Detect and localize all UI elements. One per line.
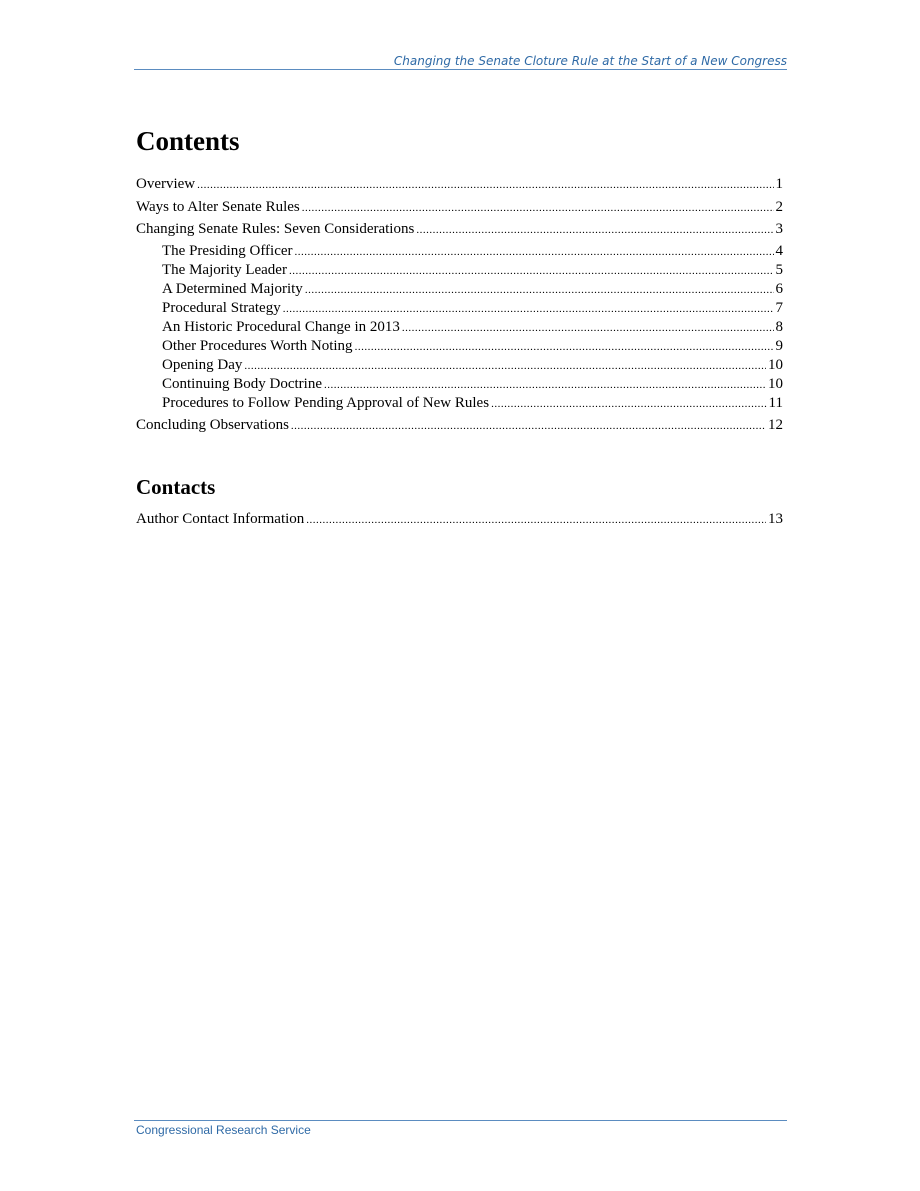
toc-entry-label: The Presiding Officer (162, 243, 293, 259)
dot-leader (306, 510, 766, 528)
dot-leader (305, 280, 774, 298)
toc-entry-page: 10 (768, 357, 783, 373)
footer-divider (134, 1120, 787, 1121)
toc-entry-label: Continuing Body Doctrine (162, 376, 322, 392)
toc-entry-seven-considerations[interactable] (136, 220, 783, 238)
toc-entry-author-contact[interactable] (136, 510, 783, 528)
toc-entry-label: Other Procedures Worth Noting (162, 338, 353, 354)
contacts-heading: Contacts (136, 475, 216, 499)
dot-leader (491, 394, 766, 412)
dot-leader (355, 337, 774, 355)
toc-entry-page: 13 (768, 511, 783, 527)
toc-entry-label: An Historic Procedural Change in 2013 (162, 319, 400, 335)
toc-entry-page: 11 (768, 395, 783, 411)
toc-entry-label: Ways to Alter Senate Rules (136, 199, 300, 215)
toc-entry-page: 4 (775, 243, 783, 259)
toc-entry-page: 8 (775, 319, 783, 335)
toc-entry-label: A Determined Majority (162, 281, 303, 297)
toc-entry-other-procedures[interactable] (162, 337, 783, 355)
toc-entry-ways-to-alter[interactable] (136, 198, 783, 216)
toc-entry-label: Changing Senate Rules: Seven Considerations (136, 221, 415, 237)
dot-leader (416, 220, 773, 238)
toc-entry-label: The Majority Leader (162, 262, 287, 278)
toc-entry-overview[interactable] (136, 175, 783, 193)
toc-entry-pending-approval[interactable] (162, 394, 783, 412)
toc-entry-procedural-strategy[interactable] (162, 299, 783, 317)
toc-entry-page: 6 (775, 281, 783, 297)
toc-entry-page: 9 (775, 338, 783, 354)
toc-entry-opening-day[interactable] (162, 356, 783, 374)
toc-entry-continuing-body[interactable] (162, 375, 783, 393)
dot-leader (402, 318, 774, 336)
toc-entry-label: Procedural Strategy (162, 300, 281, 316)
dot-leader (324, 375, 766, 393)
toc-entry-concluding-observations[interactable] (136, 416, 783, 434)
toc-entry-page: 10 (768, 376, 783, 392)
toc-entry-page: 5 (775, 262, 783, 278)
toc-entry-page: 3 (775, 221, 783, 237)
dot-leader (289, 261, 774, 279)
contents-heading: Contents (136, 126, 240, 156)
header-divider (134, 69, 787, 70)
toc-entry-label: Opening Day (162, 357, 243, 373)
toc-entry-label: Author Contact Information (136, 511, 305, 527)
toc-entry-page: 12 (768, 417, 783, 433)
toc-entry-page: 7 (775, 300, 783, 316)
dot-leader (291, 416, 766, 434)
dot-leader (197, 175, 773, 193)
dot-leader (295, 242, 774, 260)
toc-entry-label: Procedures to Follow Pending Approval of New Rules (162, 395, 490, 411)
toc-entry-label: Concluding Observations (136, 417, 289, 433)
dot-leader (283, 299, 774, 317)
toc-entry-determined-majority[interactable] (162, 280, 783, 298)
toc-entry-presiding-officer[interactable] (162, 242, 783, 260)
toc-entry-historic-change-2013[interactable] (162, 318, 783, 336)
toc-entry-page: 1 (775, 176, 783, 192)
toc-entry-label: Overview (136, 176, 196, 192)
toc-entry-majority-leader[interactable] (162, 261, 783, 279)
dot-leader (244, 356, 766, 374)
toc-entry-page: 2 (775, 199, 783, 215)
running-header: Changing the Senate Cloture Rule at the Start of a New Congress (393, 54, 787, 68)
footer-publisher: Congressional Research Service (136, 1123, 311, 1137)
dot-leader (302, 198, 774, 216)
